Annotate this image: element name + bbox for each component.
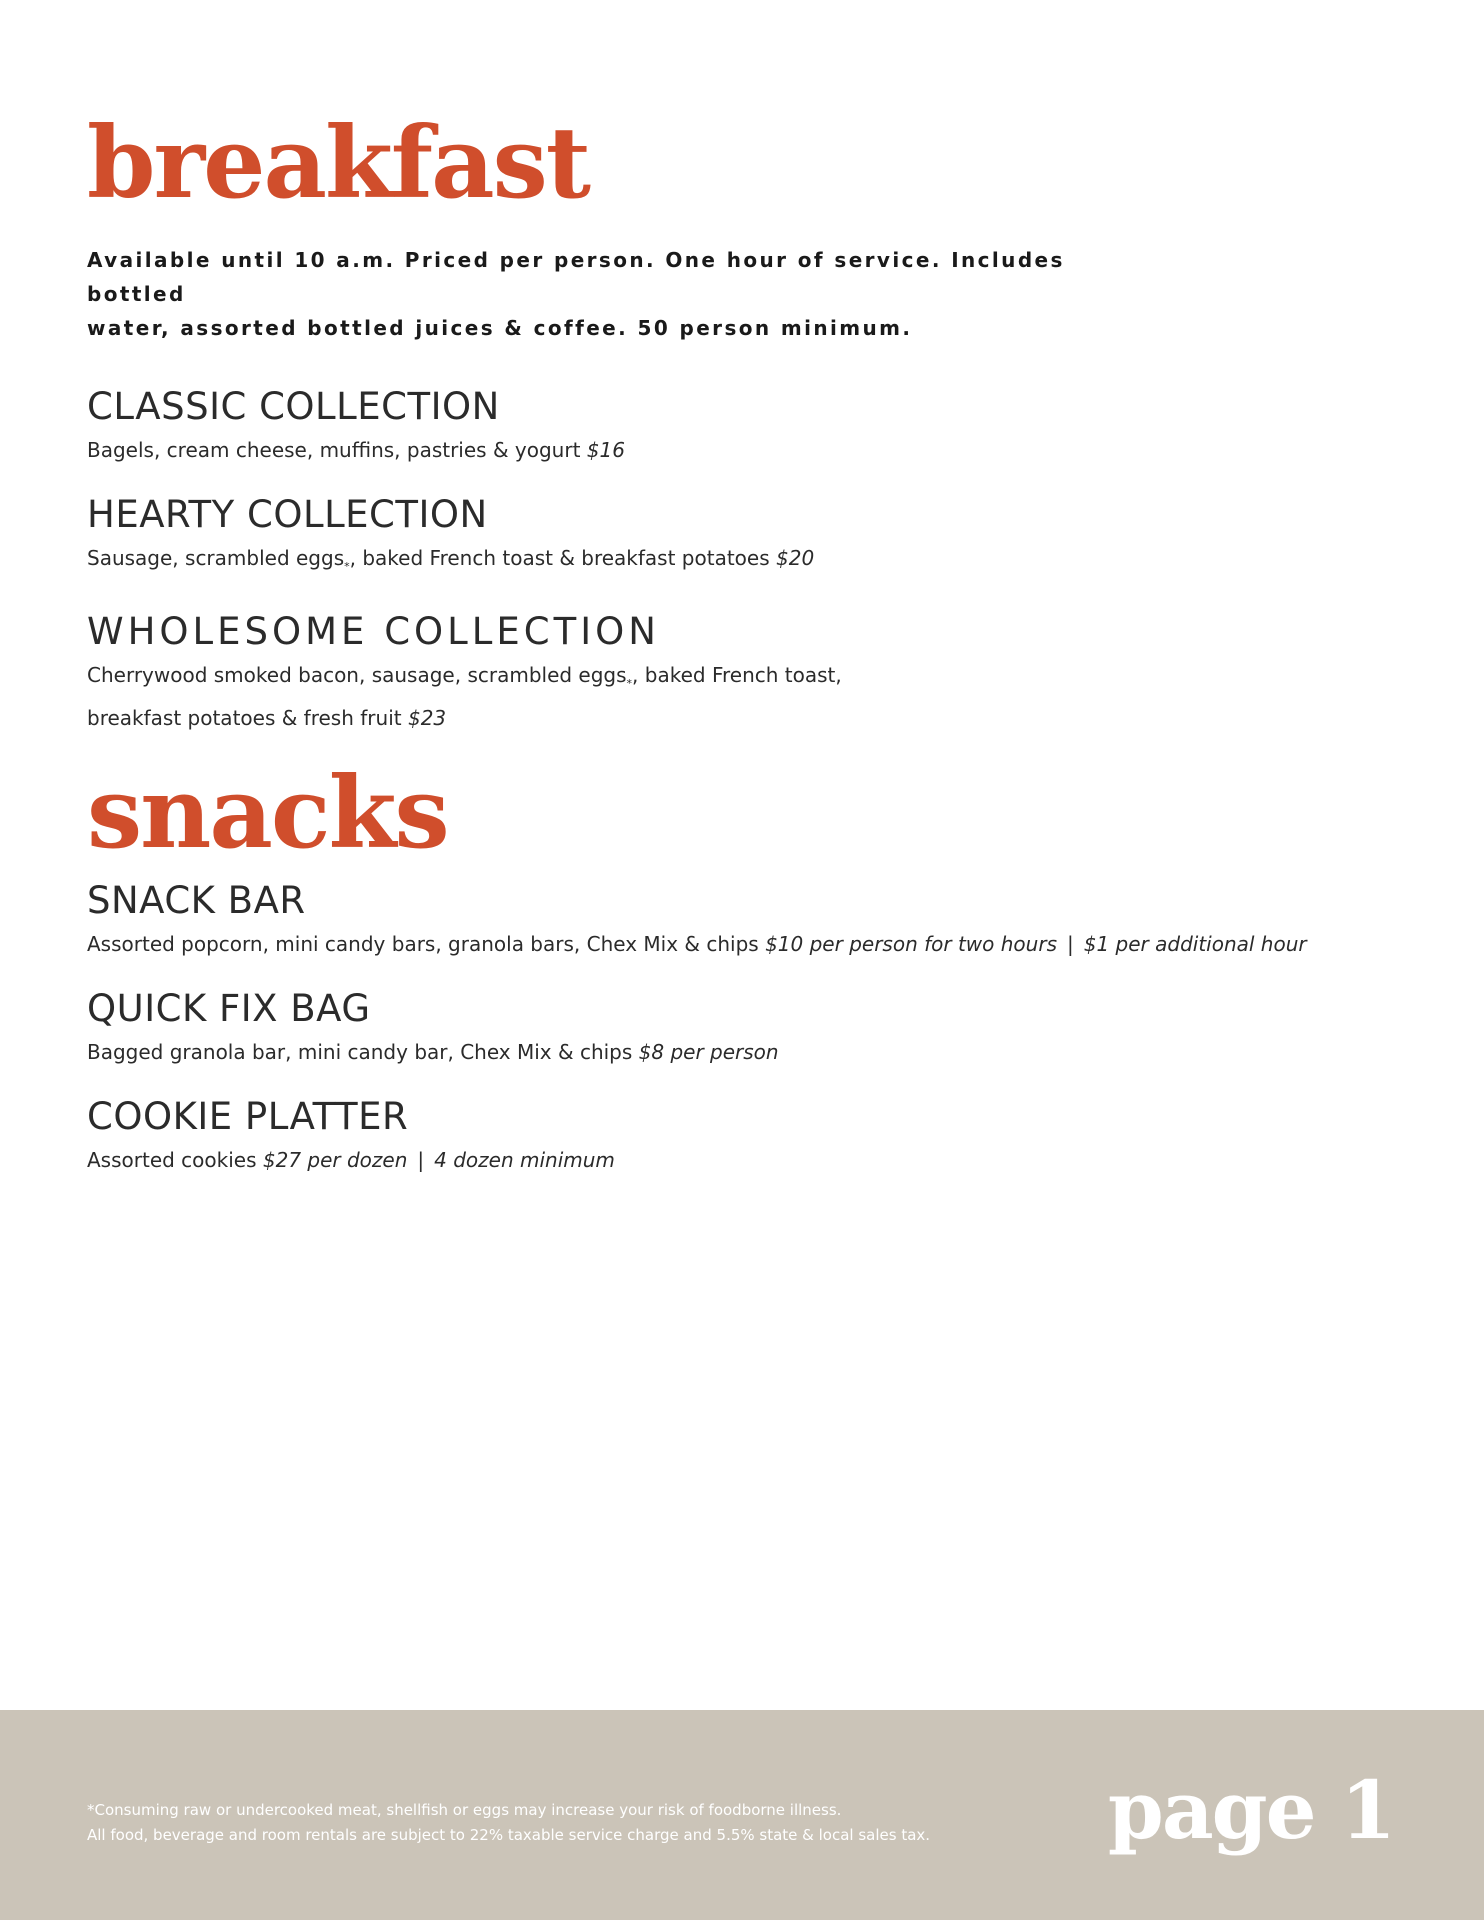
item-desc-text: Sausage, scrambled eggs: [87, 546, 345, 570]
menu-item-wholesome-collection: [87, 610, 1417, 735]
item-name: HEARTY COLLECTION: [87, 493, 488, 536]
item-price-extra: $1 per additional hour: [1083, 932, 1307, 956]
menu-item-snack-bar: [87, 879, 1417, 961]
separator: |: [417, 1148, 425, 1172]
breakfast-intro: [87, 243, 1147, 345]
footnotes: [87, 1798, 930, 1848]
item-description: [87, 433, 1417, 467]
menu-item-quick-fix-bag: [87, 987, 1417, 1069]
footnote-service-charge: All food, beverage and room rentals are subject to 22% taxable service charge and 5.5% state & local sales tax.: [87, 1826, 931, 1844]
item-price: $20: [776, 546, 815, 570]
item-description: [87, 927, 1417, 961]
item-price: $10 per person for two hours: [765, 932, 1057, 956]
separator: |: [1066, 932, 1074, 956]
item-desc-text-cont: , baked French toast & breakfast potatoes: [349, 546, 770, 570]
item-desc-text: Bagged granola bar, mini candy bar, Chex Mix & chips: [87, 1040, 633, 1064]
menu-content: [87, 106, 1417, 1177]
item-price: $8 per person: [638, 1040, 779, 1064]
item-desc-text: Assorted cookies: [87, 1148, 257, 1172]
item-price-extra: 4 dozen minimum: [434, 1148, 615, 1172]
breakfast-heading: breakfast: [87, 106, 590, 221]
item-price: $23: [407, 706, 447, 730]
snacks-heading: snacks: [87, 756, 448, 871]
menu-item-classic-collection: [87, 385, 1417, 467]
footnote-mark: *: [344, 560, 350, 573]
item-desc-text-cont: , baked French toast, breakfast potatoes & fresh fruit: [87, 663, 842, 730]
item-name: COOKIE PLATTER: [87, 1095, 409, 1138]
item-name: CLASSIC COLLECTION: [87, 385, 500, 428]
item-price: $27 per dozen: [262, 1148, 408, 1172]
item-description: [87, 541, 1417, 584]
menu-item-hearty-collection: [87, 493, 1417, 584]
item-price: $16: [586, 438, 625, 462]
item-name: QUICK FIX BAG: [87, 987, 371, 1030]
footer-band: [0, 1710, 1484, 1920]
breakfast-intro-line2: water, assorted bottled juices & coffee. 50 person minimum.: [87, 316, 913, 340]
page-number: page 1: [1107, 1763, 1394, 1857]
item-name: SNACK BAR: [87, 879, 306, 922]
menu-item-cookie-platter: [87, 1095, 1417, 1177]
footnote-mark: *: [626, 677, 633, 690]
breakfast-intro-line1: Available until 10 a.m. Priced per person. One hour of service. Includes bottled: [87, 248, 1065, 306]
item-description: [87, 1143, 1417, 1177]
item-description: [87, 1035, 1417, 1069]
item-desc-text: Assorted popcorn, mini candy bars, granola bars, Chex Mix & chips: [87, 932, 759, 956]
footnote-foodborne: *Consuming raw or undercooked meat, shellfish or eggs may increase your risk of foodborne illness.: [87, 1801, 842, 1819]
item-desc-text: Bagels, cream cheese, muffins, pastries & yogurt: [87, 438, 581, 462]
item-name: WHOLESOME COLLECTION: [87, 610, 660, 653]
item-desc-text: Cherrywood smoked bacon, sausage, scrambled eggs: [87, 663, 627, 687]
item-description: [87, 658, 867, 735]
